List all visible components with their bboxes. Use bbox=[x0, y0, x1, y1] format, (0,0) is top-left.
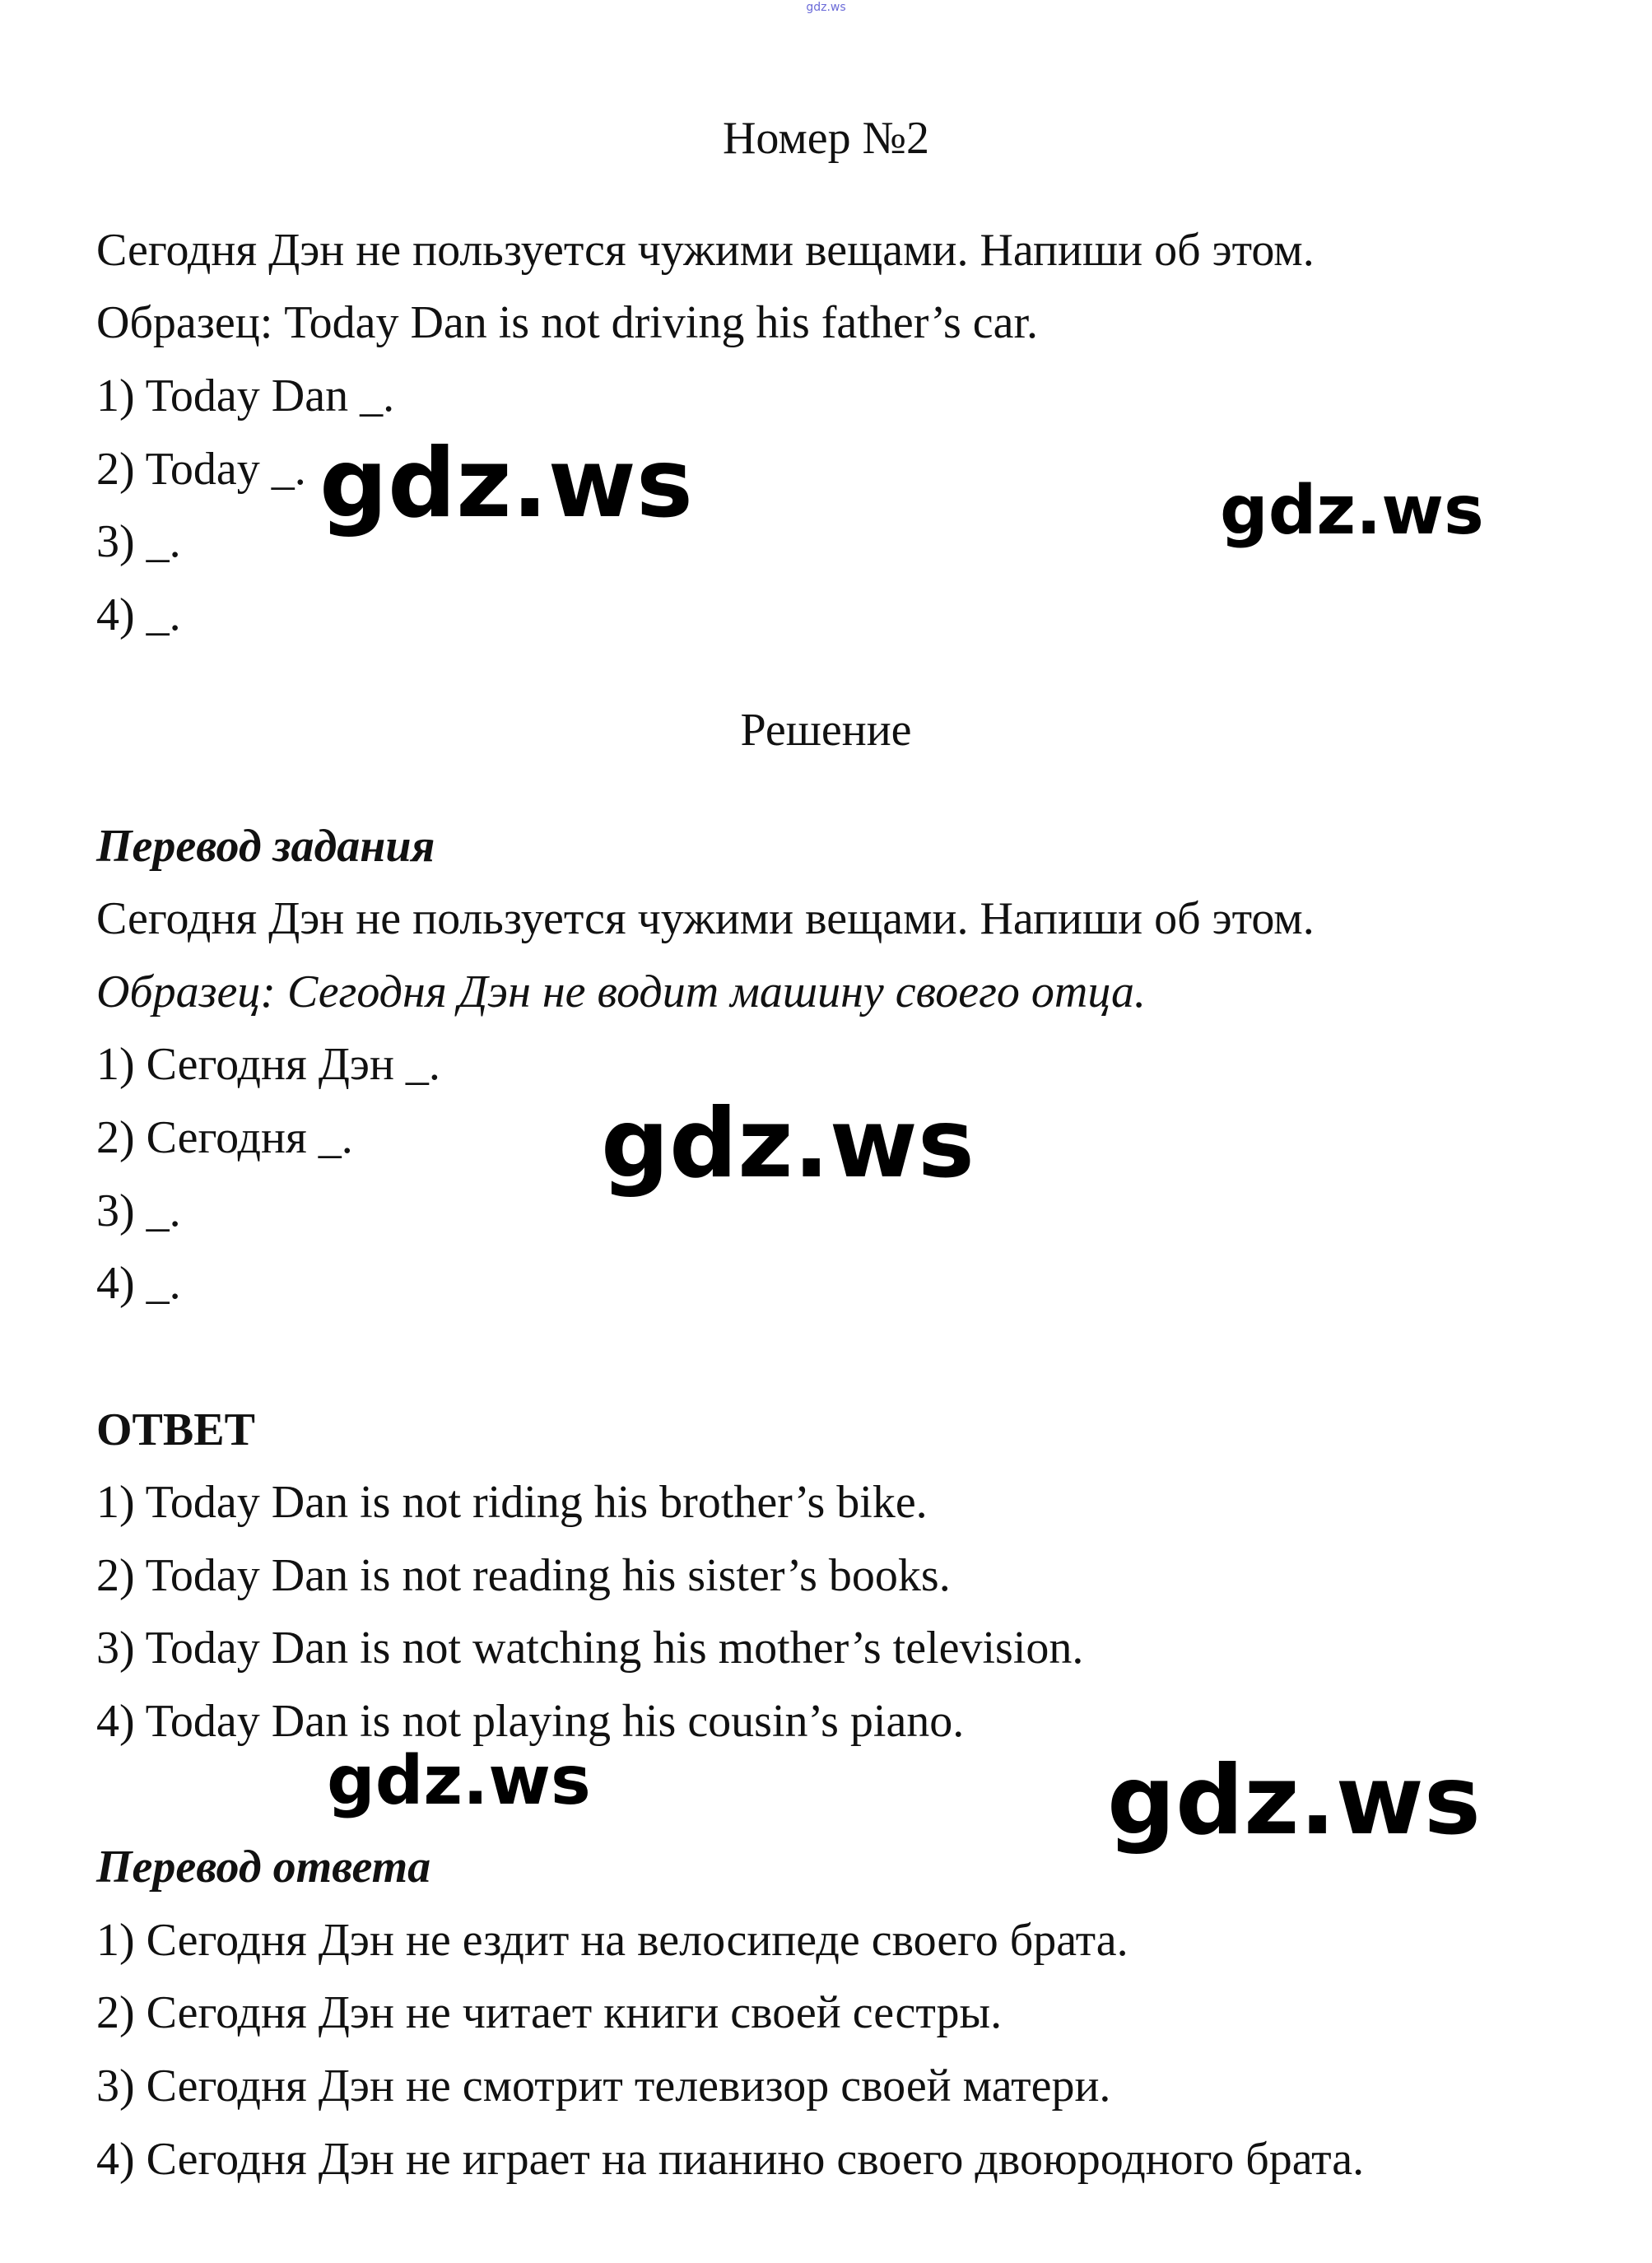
translation-instruction: Сегодня Дэн не пользуется чужими вещами. Напиши об этом. bbox=[96, 893, 1315, 944]
translation-item: 3) _. bbox=[96, 1185, 181, 1236]
task-item: 1) Today Dan _. bbox=[96, 370, 395, 421]
task-item: 3) _. bbox=[96, 516, 181, 567]
translation-heading: Перевод задания bbox=[96, 821, 435, 872]
task-title: Номер №2 bbox=[722, 113, 930, 164]
answer-translation-heading: Перевод ответа bbox=[96, 1842, 431, 1893]
translation-item: 2) Сегодня _. bbox=[96, 1112, 353, 1163]
translation-example: Образец: Сегодня Дэн не водит машину своего отца. bbox=[96, 966, 1147, 1017]
answer-item: 1) Today Dan is not riding his brother’s bike. bbox=[96, 1477, 928, 1528]
answer-translation-item: 3) Сегодня Дэн не смотрит телевизор своей матери. bbox=[96, 2060, 1111, 2112]
answer-translation-item: 1) Сегодня Дэн не ездит на велосипеде своего брата. bbox=[96, 1915, 1128, 1966]
answer-item: 2) Today Dan is not reading his sister’s books. bbox=[96, 1550, 951, 1601]
watermark: gdz.ws bbox=[327, 1742, 591, 1820]
translation-item: 1) Сегодня Дэн _. bbox=[96, 1039, 440, 1090]
answer-heading: ОТВЕТ bbox=[96, 1404, 255, 1455]
answer-item: 4) Today Dan is not playing his cousin’s piano. bbox=[96, 1696, 965, 1747]
watermark: gdz.ws bbox=[1220, 472, 1484, 550]
answer-translation-item: 4) Сегодня Дэн не играет на пианино своего двоюродного брата. bbox=[96, 2134, 1365, 2185]
watermark: gdz.ws bbox=[319, 428, 693, 539]
watermark: gdz.ws bbox=[601, 1088, 975, 1199]
solution-title: Решение bbox=[740, 705, 912, 756]
task-item: 2) Today _. bbox=[96, 444, 306, 495]
answer-translation-item: 2) Сегодня Дэн не читает книги своей сестры. bbox=[96, 1987, 1003, 2038]
task-example: Образец: Today Dan is not driving his father’s car. bbox=[96, 297, 1039, 348]
task-instruction: Сегодня Дэн не пользуется чужими вещами. Напиши об этом. bbox=[96, 225, 1315, 276]
top-watermark: gdz.ws bbox=[806, 1, 846, 14]
translation-item: 4) _. bbox=[96, 1258, 181, 1309]
task-item: 4) _. bbox=[96, 589, 181, 640]
watermark: gdz.ws bbox=[1107, 1745, 1481, 1856]
answer-item: 3) Today Dan is not watching his mother’s television. bbox=[96, 1623, 1084, 1674]
